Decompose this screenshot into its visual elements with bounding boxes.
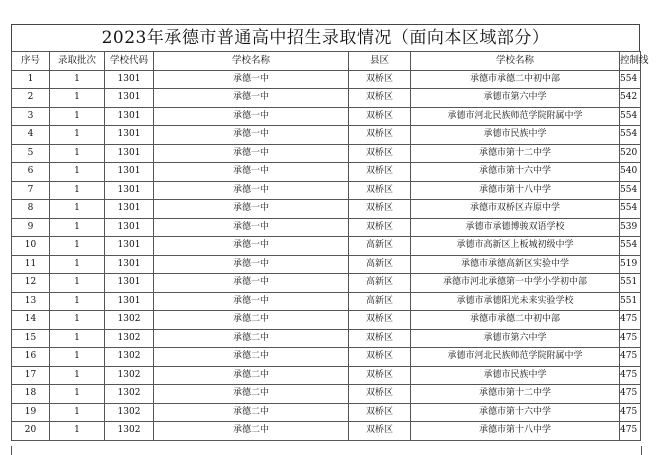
cell-index: 4: [12, 126, 50, 145]
admission-table-sheet: [11, 24, 649, 441]
cell-source-school: 承德市承德二中初中部: [411, 70, 620, 89]
cell-district: 双桥区: [349, 126, 411, 145]
table-row: [12, 237, 641, 256]
cell-source-school: 承德市承德阳光未来实验学校: [411, 292, 620, 311]
cell-index: 10: [12, 237, 50, 256]
cell-control-line: 519: [620, 255, 641, 274]
cell-control-line: 475: [620, 311, 641, 330]
cell-index: 19: [12, 403, 50, 422]
col-header-school-name: 学校名称: [154, 52, 349, 71]
cell-source-school: 承德市第十二中学: [411, 385, 620, 404]
table-row: [12, 274, 641, 293]
cell-index: 5: [12, 144, 50, 163]
cell-index: 15: [12, 329, 50, 348]
cell-index: 13: [12, 292, 50, 311]
cell-school-code: 1301: [105, 237, 154, 256]
cell-school-code: 1301: [105, 70, 154, 89]
cell-index: 18: [12, 385, 50, 404]
cell-school-code: 1302: [105, 311, 154, 330]
cell-school-name: 承德一中: [154, 200, 349, 219]
col-header-school-code: 学校代码: [105, 52, 154, 71]
cell-control-line: 475: [620, 366, 641, 385]
cell-index: 1: [12, 70, 50, 89]
cell-district: 双桥区: [349, 311, 411, 330]
table-row: [12, 200, 641, 219]
cell-batch: 1: [50, 144, 105, 163]
cell-school-code: 1301: [105, 274, 154, 293]
cell-batch: 1: [50, 292, 105, 311]
cell-control-line: 554: [620, 237, 641, 256]
cell-source-school: 承德市民族中学: [411, 126, 620, 145]
cell-source-school: 承德市河北民族师范学院附属中学: [411, 348, 620, 367]
table-continuation: [11, 446, 642, 455]
cell-batch: 1: [50, 274, 105, 293]
admission-table: [11, 51, 649, 441]
cell-district: 双桥区: [349, 89, 411, 108]
cell-index: 20: [12, 422, 50, 441]
cell-control-line: 554: [620, 200, 641, 219]
table-row: [12, 329, 641, 348]
cell-district: 高新区: [349, 237, 411, 256]
cell-school-code: 1301: [105, 218, 154, 237]
cell-district: 双桥区: [349, 144, 411, 163]
cell-control-line: 542: [620, 89, 641, 108]
cell-control-line: 539: [620, 218, 641, 237]
table-header-row: [12, 52, 641, 71]
cell-school-code: 1301: [105, 163, 154, 182]
table-row: [12, 126, 641, 145]
table-row: [12, 163, 641, 182]
cell-school-name: 承德一中: [154, 292, 349, 311]
cell-district: 高新区: [349, 255, 411, 274]
cell-school-code: 1301: [105, 126, 154, 145]
cell-control-line: 554: [620, 70, 641, 89]
cell-school-code: 1302: [105, 366, 154, 385]
cell-batch: 1: [50, 385, 105, 404]
cell-batch: 1: [50, 366, 105, 385]
cell-batch: 1: [50, 311, 105, 330]
cell-school-code: 1302: [105, 348, 154, 367]
cell-school-name: 承德一中: [154, 144, 349, 163]
page-title: 2023年承德市普通高中招生录取情况（面向本区域部分）: [11, 24, 640, 51]
cell-index: 11: [12, 255, 50, 274]
table-row: [12, 348, 641, 367]
cell-source-school: 承德市河北民族师范学院附属中学: [411, 107, 620, 126]
cell-source-school: 承德市高新区上板城初级中学: [411, 237, 620, 256]
cell-source-school: 承德市第十八中学: [411, 422, 620, 441]
cell-school-name: 承德一中: [154, 163, 349, 182]
cell-school-code: 1302: [105, 403, 154, 422]
table-row: [12, 70, 641, 89]
cell-control-line: 551: [620, 292, 641, 311]
cell-school-name: 承德二中: [154, 348, 349, 367]
cell-district: 双桥区: [349, 348, 411, 367]
cell-district: 双桥区: [349, 385, 411, 404]
table-row: [12, 107, 641, 126]
cell-control-line: 475: [620, 348, 641, 367]
cell-control-line: 554: [620, 126, 641, 145]
cell-district: 高新区: [349, 292, 411, 311]
cell-source-school: 承德市双桥区卉原中学: [411, 200, 620, 219]
cell-school-name: 承德一中: [154, 218, 349, 237]
cell-index: 3: [12, 107, 50, 126]
cell-source-school: 承德市承德博骏双语学校: [411, 218, 620, 237]
cell-batch: 1: [50, 163, 105, 182]
cell-batch: 1: [50, 107, 105, 126]
table-row: [12, 89, 641, 108]
cell-district: 双桥区: [349, 107, 411, 126]
col-header-index: 序号: [12, 52, 50, 71]
cell-school-code: 1301: [105, 181, 154, 200]
cell-district: 双桥区: [349, 163, 411, 182]
cell-control-line: 540: [620, 163, 641, 182]
col-header-source-school: 学校名称: [411, 52, 620, 71]
cell-source-school: 承德市第十六中学: [411, 163, 620, 182]
cell-index: 14: [12, 311, 50, 330]
cell-school-code: 1301: [105, 107, 154, 126]
cell-control-line: 520: [620, 144, 641, 163]
cell-district: 双桥区: [349, 366, 411, 385]
cell-district: 双桥区: [349, 329, 411, 348]
col-header-district: 县区: [349, 52, 411, 71]
cell-school-name: 承德一中: [154, 89, 349, 108]
cell-batch: 1: [50, 348, 105, 367]
cell-batch: 1: [50, 218, 105, 237]
cell-school-name: 承德二中: [154, 329, 349, 348]
cell-school-code: 1302: [105, 329, 154, 348]
cell-batch: 1: [50, 126, 105, 145]
cell-school-name: 承德一中: [154, 70, 349, 89]
cell-control-line: 475: [620, 385, 641, 404]
cell-control-line: 475: [620, 329, 641, 348]
cell-control-line: 554: [620, 181, 641, 200]
cell-district: 高新区: [349, 274, 411, 293]
cell-index: 6: [12, 163, 50, 182]
col-header-control-line: 控制线: [620, 52, 641, 71]
cell-school-code: 1301: [105, 255, 154, 274]
cell-batch: 1: [50, 70, 105, 89]
cell-batch: 1: [50, 329, 105, 348]
table-body: [12, 70, 641, 440]
cell-school-name: 承德二中: [154, 311, 349, 330]
cell-source-school: 承德市第十六中学: [411, 403, 620, 422]
cell-school-name: 承德二中: [154, 366, 349, 385]
table-row: [12, 292, 641, 311]
cell-index: 9: [12, 218, 50, 237]
table-row: [12, 403, 641, 422]
cell-district: 双桥区: [349, 218, 411, 237]
cell-batch: 1: [50, 422, 105, 441]
cell-school-name: 承德二中: [154, 385, 349, 404]
cell-source-school: 承德市民族中学: [411, 366, 620, 385]
cell-school-code: 1301: [105, 89, 154, 108]
cell-control-line: 554: [620, 107, 641, 126]
cell-school-name: 承德二中: [154, 422, 349, 441]
cell-school-code: 1302: [105, 385, 154, 404]
cell-source-school: 承德市河北承德第一中学小学初中部: [411, 274, 620, 293]
cell-index: 17: [12, 366, 50, 385]
table-row: [12, 311, 641, 330]
cell-index: 16: [12, 348, 50, 367]
table-row: [12, 385, 641, 404]
table-row: [12, 144, 641, 163]
cell-district: 双桥区: [349, 403, 411, 422]
cell-index: 8: [12, 200, 50, 219]
table-row: [12, 181, 641, 200]
cell-batch: 1: [50, 181, 105, 200]
cell-district: 双桥区: [349, 200, 411, 219]
cell-school-code: 1302: [105, 422, 154, 441]
cell-control-line: 475: [620, 422, 641, 441]
table-row: [12, 255, 641, 274]
cell-index: 2: [12, 89, 50, 108]
cell-school-code: 1301: [105, 292, 154, 311]
cell-district: 双桥区: [349, 181, 411, 200]
cell-control-line: 475: [620, 403, 641, 422]
cell-school-name: 承德一中: [154, 126, 349, 145]
table-row: [12, 366, 641, 385]
cell-batch: 1: [50, 403, 105, 422]
table-row: [12, 218, 641, 237]
cell-school-name: 承德一中: [154, 237, 349, 256]
table-row: [12, 422, 641, 441]
cell-school-name: 承德一中: [154, 274, 349, 293]
cell-batch: 1: [50, 255, 105, 274]
cell-school-name: 承德一中: [154, 255, 349, 274]
cell-source-school: 承德市第六中学: [411, 329, 620, 348]
cell-index: 12: [12, 274, 50, 293]
cell-batch: 1: [50, 237, 105, 256]
col-header-batch: 录取批次: [50, 52, 105, 71]
cell-index: 7: [12, 181, 50, 200]
cell-source-school: 承德市承德二中初中部: [411, 311, 620, 330]
cell-batch: 1: [50, 200, 105, 219]
cell-source-school: 承德市第十二中学: [411, 144, 620, 163]
cell-district: 双桥区: [349, 70, 411, 89]
cell-district: 双桥区: [349, 422, 411, 441]
cell-school-code: 1301: [105, 144, 154, 163]
cell-source-school: 承德市第十八中学: [411, 181, 620, 200]
cell-batch: 1: [50, 89, 105, 108]
cell-school-name: 承德一中: [154, 107, 349, 126]
cell-source-school: 承德市承德高新区实验中学: [411, 255, 620, 274]
cell-source-school: 承德市第六中学: [411, 89, 620, 108]
cell-school-name: 承德二中: [154, 403, 349, 422]
cell-school-name: 承德一中: [154, 181, 349, 200]
cell-control-line: 551: [620, 274, 641, 293]
cell-school-code: 1301: [105, 200, 154, 219]
